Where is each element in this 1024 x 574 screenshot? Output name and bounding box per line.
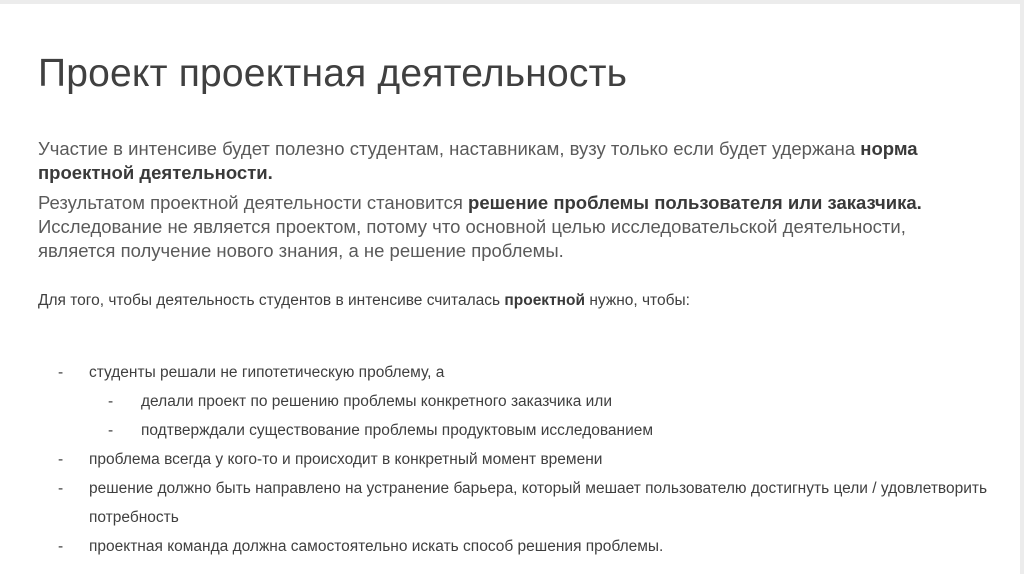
conditions-text-after: нужно, чтобы: xyxy=(585,292,690,309)
list-item xyxy=(0,358,1020,387)
conditions-text-before: Для того, чтобы деятельность студентов в интенсиве считалась xyxy=(38,292,505,309)
list-item xyxy=(0,416,1020,445)
conditions-paragraph xyxy=(38,291,690,311)
list-dash: - xyxy=(58,480,64,497)
conditions-list xyxy=(0,358,1020,561)
list-item-text: решение должно быть направлено на устранение барьера, который мешает пользователю достигнуть цели / удовлетворить потребность xyxy=(89,480,988,526)
intro-paragraph xyxy=(38,137,968,185)
result-paragraph xyxy=(38,191,978,263)
result-text-before: Результатом проектной деятельности становится xyxy=(38,192,469,213)
list-item-text: подтверждали существование проблемы продуктовым исследованием xyxy=(141,422,654,439)
list-dash: - xyxy=(108,422,114,439)
list-dash: - xyxy=(58,538,64,555)
right-border xyxy=(1020,0,1024,574)
result-text-after: Исследование не является проектом, потому что основной целью исследовательской деятельности, является получение нового знания, а не решение проблемы. xyxy=(38,216,906,261)
list-dash: - xyxy=(58,451,64,468)
intro-text: Участие в интенсиве будет полезно студентам, наставникам, вузу только если будет удержана xyxy=(38,138,861,159)
intro-bold: норма проектной деятельности. xyxy=(38,138,918,183)
list-item xyxy=(0,387,1020,416)
list-item-text: проблема всегда у кого-то и происходит в конкретный момент времени xyxy=(89,451,603,468)
list-item-text: проектная команда должна самостоятельно искать способ решения проблемы. xyxy=(89,538,664,555)
list-item xyxy=(0,474,1020,532)
list-item xyxy=(0,445,1020,474)
result-bold: решение проблемы пользователя или заказчика. xyxy=(468,192,922,213)
conditions-bold: проектной xyxy=(504,292,586,309)
list-item xyxy=(0,532,1020,561)
list-dash: - xyxy=(108,393,114,410)
list-item-text: студенты решали не гипотетическую проблему, а xyxy=(89,364,445,381)
list-item-text: делали проект по решению проблемы конкретного заказчика или xyxy=(141,393,612,410)
list-dash: - xyxy=(58,364,64,381)
slide-title: Проект проектная деятельность xyxy=(38,52,628,95)
